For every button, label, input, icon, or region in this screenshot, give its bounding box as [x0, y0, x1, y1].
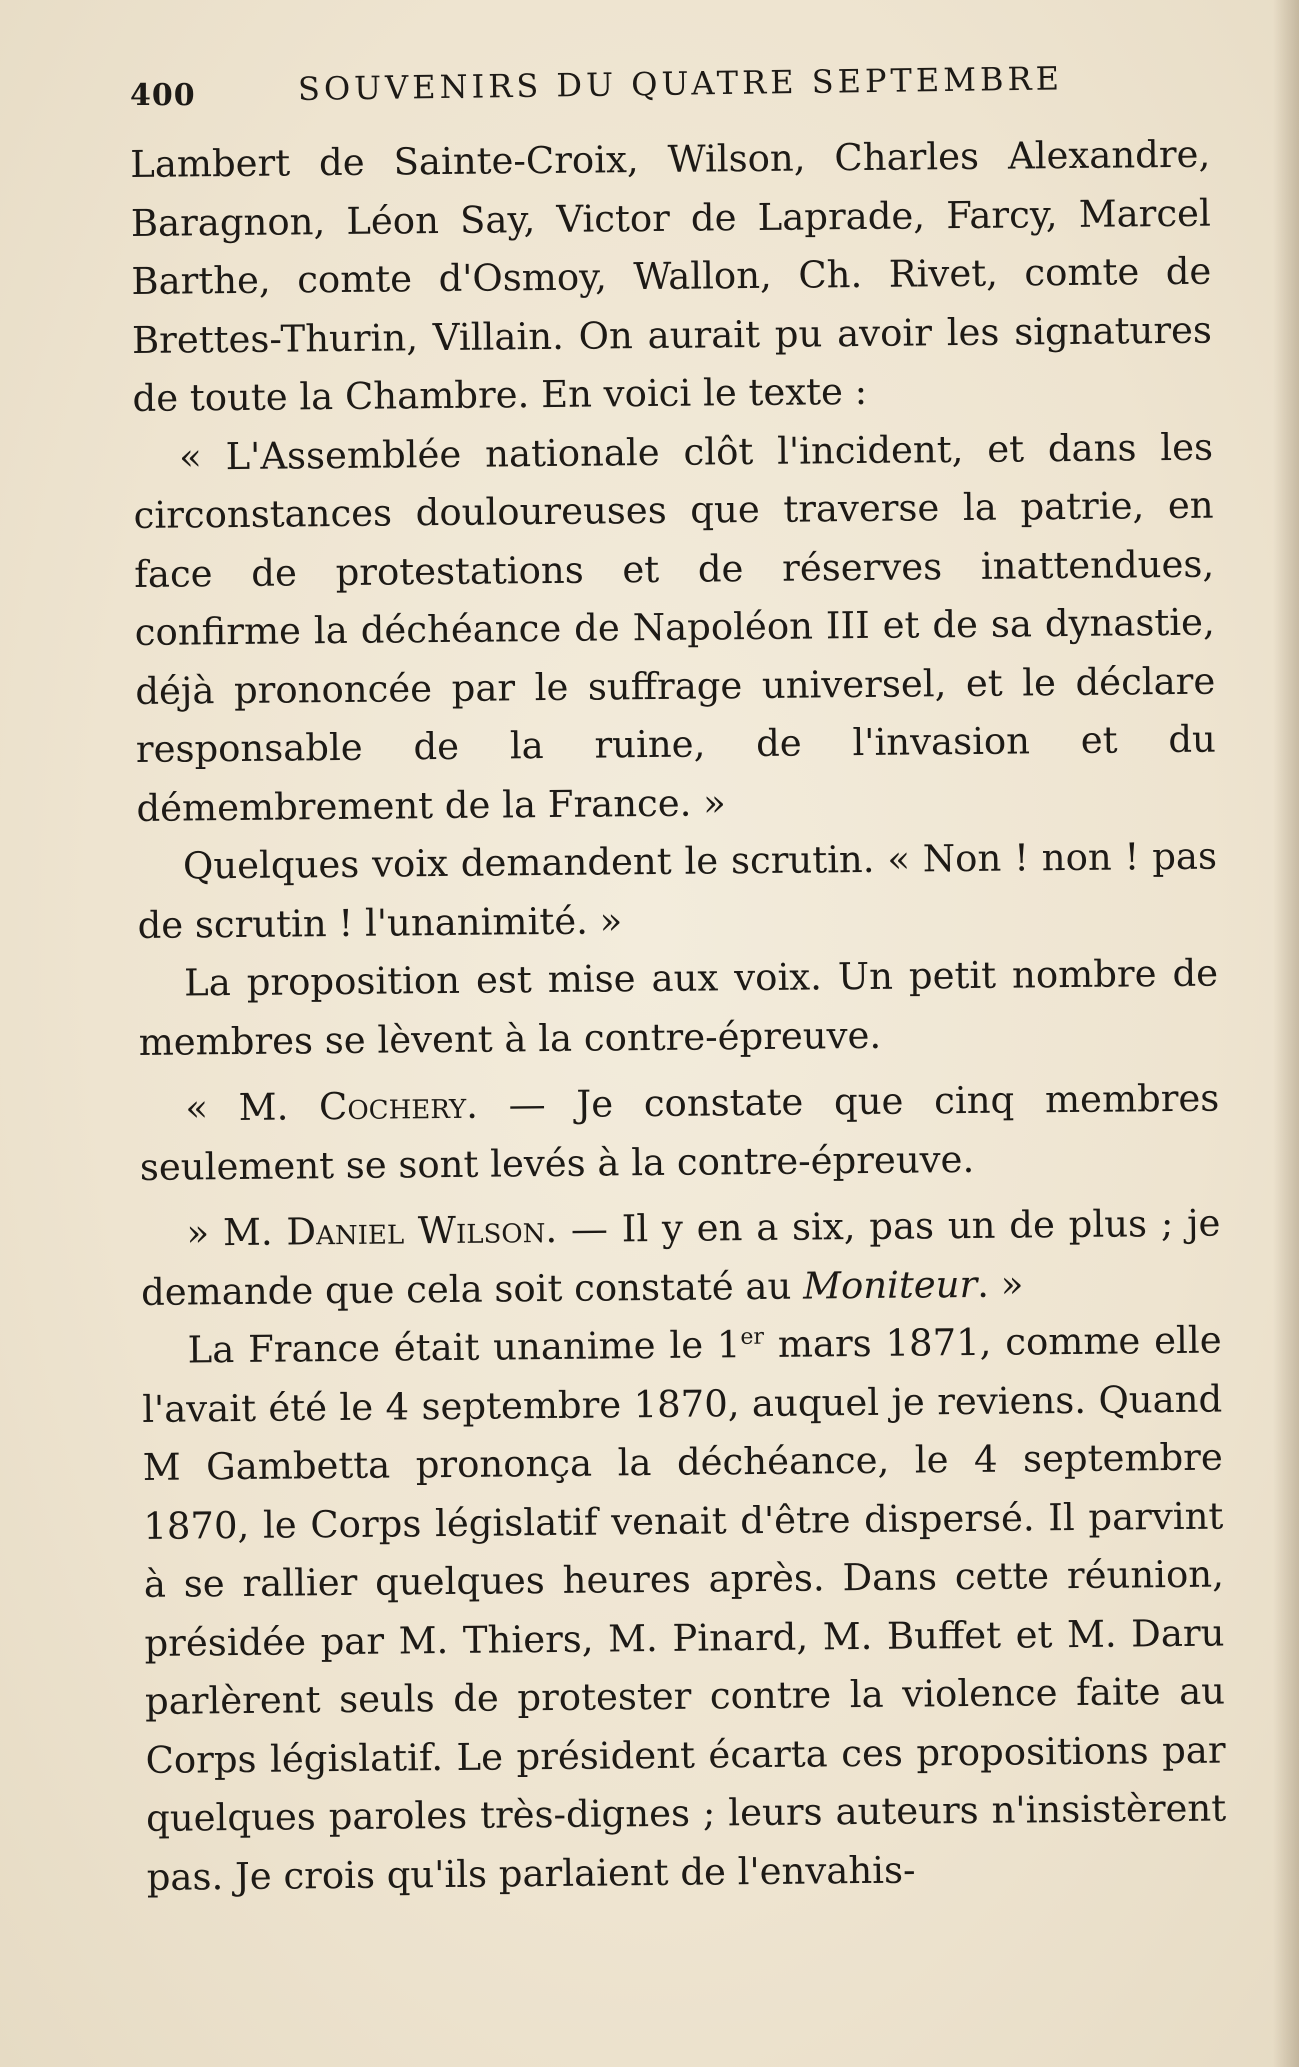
page-header [130, 60, 1210, 116]
paragraph-signatories: Lambert de Sainte-Croix, Wilson, Charles Alexandre, Baragnon, Léon Say, Victor de Laprade, Farcy, Marcel Barthe, comte d'Osmoy, Wallon, Ch. Rivet, comte de Brettes-Thurin, Villain. On aurait pu avoir les signatures de toute la Chambre. En voici le texte : [130, 132, 1213, 420]
speaker-cochery: Cochery [318, 1083, 467, 1129]
wilson-prefix: » M. [186, 1210, 287, 1255]
paragraph-unanimity [141, 1312, 1227, 1907]
paragraph-scrutin: Quelques voix demandent le scrutin. « Non ! non ! pas de scrutin ! l'unanimité. » [137, 834, 1218, 947]
moniteur-title: Moniteur [802, 1262, 978, 1308]
unanimity-text-start: La France était unanime le 1 [187, 1323, 741, 1372]
cochery-prefix: « M. [185, 1085, 320, 1130]
wilson-text-end: . » [976, 1261, 1024, 1306]
wilson-text: . — Il y en a six, pas un de plus ; je demande que cela soit constaté au [140, 1201, 1221, 1314]
unanimity-text-rest: mars 1871, comme elle l'avait été le 4 septembre 1870, auquel je reviens. Quand M Gambetta prononça la déchéance, le 4 septembre 1870, le Corps législatif venait d'être dispersé. Il parvint à se rallier quelques heures après. Dans cette réunion, présidée par M. Thiers, M. Pinard, M. Buffet et M. Daru parlèrent seuls de protester contre la violence faite au Corps législatif. Le président écarta ces propositions par quelques paroles très-dignes ; leurs auteurs n'insistèrent pas. Je crois qu'ils parlaient de l'envahis- [142, 1318, 1227, 1899]
paragraph-wilson [140, 1195, 1221, 1322]
page-number: 400 [130, 78, 196, 113]
paragraph-vote: La proposition est mise aux voix. Un petit nombre de membres se lèvent à la contre-épreuve. [138, 951, 1219, 1064]
superscript-er: er [740, 1324, 765, 1350]
cochery-text: . — Je constate que cinq membres seulement se sont levés à la contre-épreuve. [139, 1076, 1220, 1189]
page-edge-shadow [1273, 0, 1299, 2067]
speaker-daniel-wilson: Daniel Wilson [286, 1208, 546, 1254]
paragraph-resolution-quote: « L'Assemblée nationale clôt l'incident, et dans les circonstances douloureuses que traverse la patrie, en face de protestations et de réserves inattendues, confirme la déchéance de Napoléon III et de sa dynastie, déjà prononcée par le suffrage universel, et le déclare responsable de la ruine, de l'invasion et du démembrement de la France. » [133, 425, 1217, 830]
running-title: SOUVENIRS DU QUATRE SEPTEMBRE [297, 59, 1064, 108]
body-text [130, 126, 1227, 1907]
paragraph-cochery [139, 1070, 1220, 1197]
